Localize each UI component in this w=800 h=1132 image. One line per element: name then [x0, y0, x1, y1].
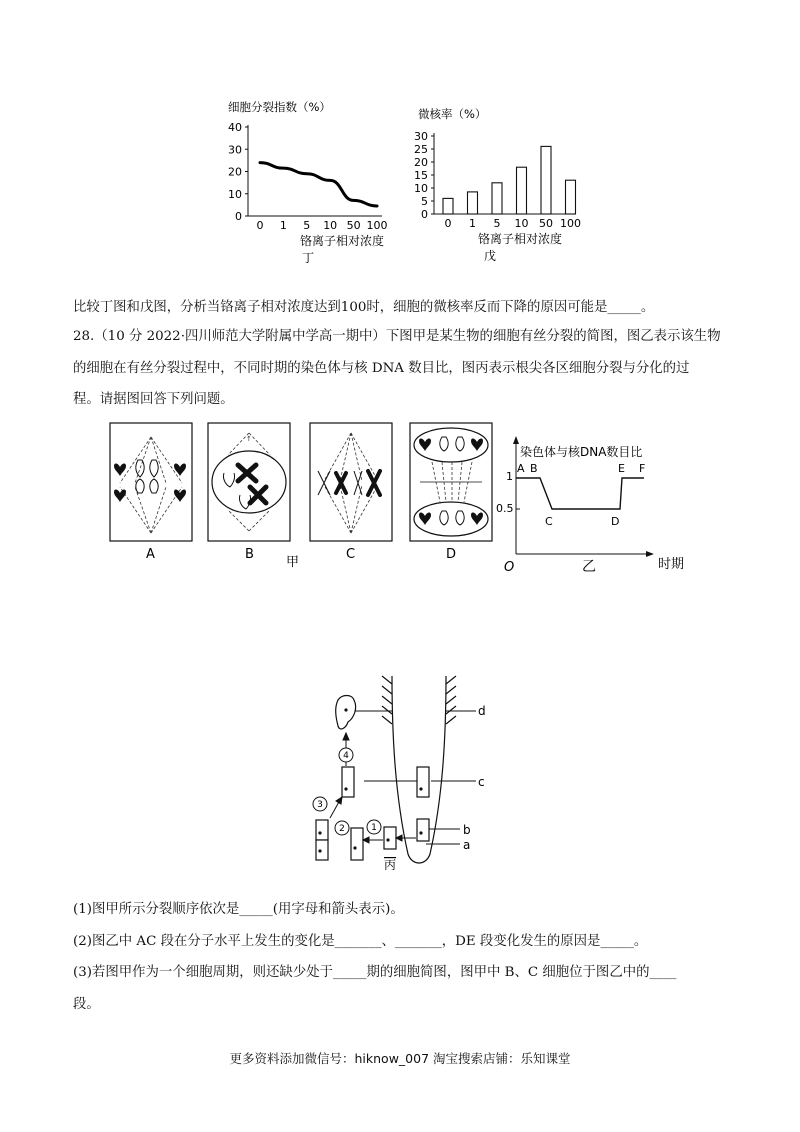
chart-ding-xtick-label: 50: [346, 219, 361, 232]
chart-wu: [400, 100, 585, 270]
chart-yi-point-a: A: [517, 462, 525, 475]
cell-label-a: A: [146, 547, 155, 562]
chart-ding-xtick-label: 5: [303, 219, 311, 232]
cell-b: [208, 423, 290, 541]
zone-label-b: b: [463, 823, 471, 837]
chart-yi-xlabel: 时期: [658, 557, 685, 572]
chart-yi-caption: 乙: [582, 559, 596, 575]
cell-d: [410, 423, 492, 541]
zone-label-c: c: [478, 775, 485, 789]
step-2: 2: [339, 824, 345, 834]
step-1: 1: [371, 823, 377, 833]
conclusion-question: 比较丁图和戊图，分析当铬离子相对浓度达到100时，细胞的微核率反而下降的原因可能是_____。: [73, 300, 655, 315]
cell-label-d: D: [446, 547, 457, 562]
chart-yi-point-e: E: [618, 462, 625, 475]
figure-bing: [300, 676, 520, 876]
chart-wu-bar: [443, 198, 453, 214]
chart-wu-bar: [566, 180, 576, 214]
chart-ding-xtick-label: 100: [366, 219, 388, 232]
step-4: 4: [343, 751, 349, 761]
chart-yi-ytick-1: 1: [506, 470, 513, 483]
chart-ding-caption: 丁: [302, 251, 315, 265]
chart-wu-ytick-label: 15: [414, 169, 428, 182]
chart-ding: [222, 95, 402, 270]
figure-bing-caption: 丙: [384, 858, 397, 872]
chart-yi-ytick-05: 0.5: [496, 502, 514, 515]
chart-ding-ylabel: 细胞分裂指数（%）: [228, 100, 331, 114]
q28-line-1: 28.（10 分 2022·四川师范大学附属中学高一期中）下图甲是某生物的细胞有丝分裂的简图，图乙表示该生物: [73, 329, 721, 344]
zone-label-a: a: [463, 838, 471, 852]
chart-ding-xtick-label: 0: [256, 219, 264, 232]
cell-label-b: B: [245, 547, 254, 562]
chart-wu-bar: [468, 192, 478, 214]
chart-wu-ytick-label: 0: [421, 208, 428, 221]
q28-line-2: 的细胞在有丝分裂过程中，不同时期的染色体与核 DNA 数目比，图丙表示根尖各区细胞分裂与分化的过: [73, 361, 690, 376]
chart-wu-caption: 戊: [484, 249, 497, 263]
q28-sub-3a: (3)若图甲作为一个细胞周期，则还缺少处于_____期的细胞简图，图甲中 B、C 细胞位于图乙中的____: [73, 965, 677, 980]
chart-yi-point-b: B: [530, 462, 538, 475]
chart-wu-ytick-label: 30: [414, 130, 428, 143]
chart-wu-bar: [492, 183, 502, 214]
chart-ding-xlabel: 铬离子相对浓度: [300, 234, 385, 248]
zone-label-d: d: [478, 704, 486, 718]
chart-wu-xlabel: 铬离子相对浓度: [478, 232, 563, 246]
chart-wu-xtick-label: 1: [469, 217, 476, 230]
q28-sub-2: (2)图乙中 AC 段在分子水平上发生的变化是_______、_______，DE 段变化发生的原因是_____。: [73, 934, 648, 949]
chart-wu-ytick-label: 20: [414, 156, 428, 169]
chart-ding-ytick-label: 40: [228, 121, 242, 134]
chart-yi-ylabel: 染色体与核DNA数目比: [520, 445, 643, 459]
chart-wu-ytick-label: 25: [414, 143, 428, 156]
chart-ding-ytick-label: 10: [228, 187, 242, 201]
q28-sub-3b: 段。: [73, 997, 100, 1012]
chart-wu-ylabel: 微核率（%）: [418, 107, 487, 121]
chart-yi-series-line: [516, 478, 644, 509]
q28-sub-1: (1)图甲所示分裂顺序依次是_____(用字母和箭头表示)。: [73, 902, 404, 917]
chart-yi-point-c: C: [545, 515, 553, 528]
chart-wu-ytick-label: 5: [421, 195, 428, 208]
chart-ding-series-line: [260, 163, 377, 206]
chart-ding-ytick-label: 30: [228, 143, 242, 157]
figure-jia: [100, 415, 500, 575]
chart-wu-xtick-label: 10: [514, 217, 529, 230]
svg-text:↑: ↑: [246, 435, 252, 443]
chart-ding-ytick-label: 20: [228, 165, 242, 179]
figure-jia-caption: 甲: [286, 555, 300, 570]
chart-wu-xtick-label: 50: [539, 217, 553, 230]
chart-wu-xtick-label: 5: [493, 217, 501, 230]
chart-yi-point-d: D: [611, 515, 620, 528]
chart-ding-xtick-label: 1: [279, 219, 287, 232]
cell-label-c: C: [346, 547, 356, 562]
step-3: 3: [317, 800, 323, 810]
chart-wu-bar: [517, 167, 527, 214]
chart-wu-bar: [541, 146, 551, 214]
chart-yi-point-f: F: [639, 462, 646, 475]
cell-c: [310, 423, 392, 541]
chart-yi: [496, 430, 700, 575]
chart-wu-ytick-label: 10: [414, 182, 428, 195]
cell-a: [110, 423, 192, 541]
page-footer: 更多资料添加微信号：hiknow_007 淘宝搜索店铺：乐知课堂: [229, 1051, 571, 1066]
chart-yi-origin: O: [504, 560, 515, 575]
q28-line-3: 程。请据图回答下列问题。: [73, 392, 234, 407]
chart-ding-ytick-label: 0: [235, 210, 242, 223]
chart-ding-xtick-label: 10: [323, 219, 338, 232]
chart-wu-xtick-label: 0: [444, 217, 452, 230]
chart-wu-xtick-label: 100: [560, 217, 581, 230]
